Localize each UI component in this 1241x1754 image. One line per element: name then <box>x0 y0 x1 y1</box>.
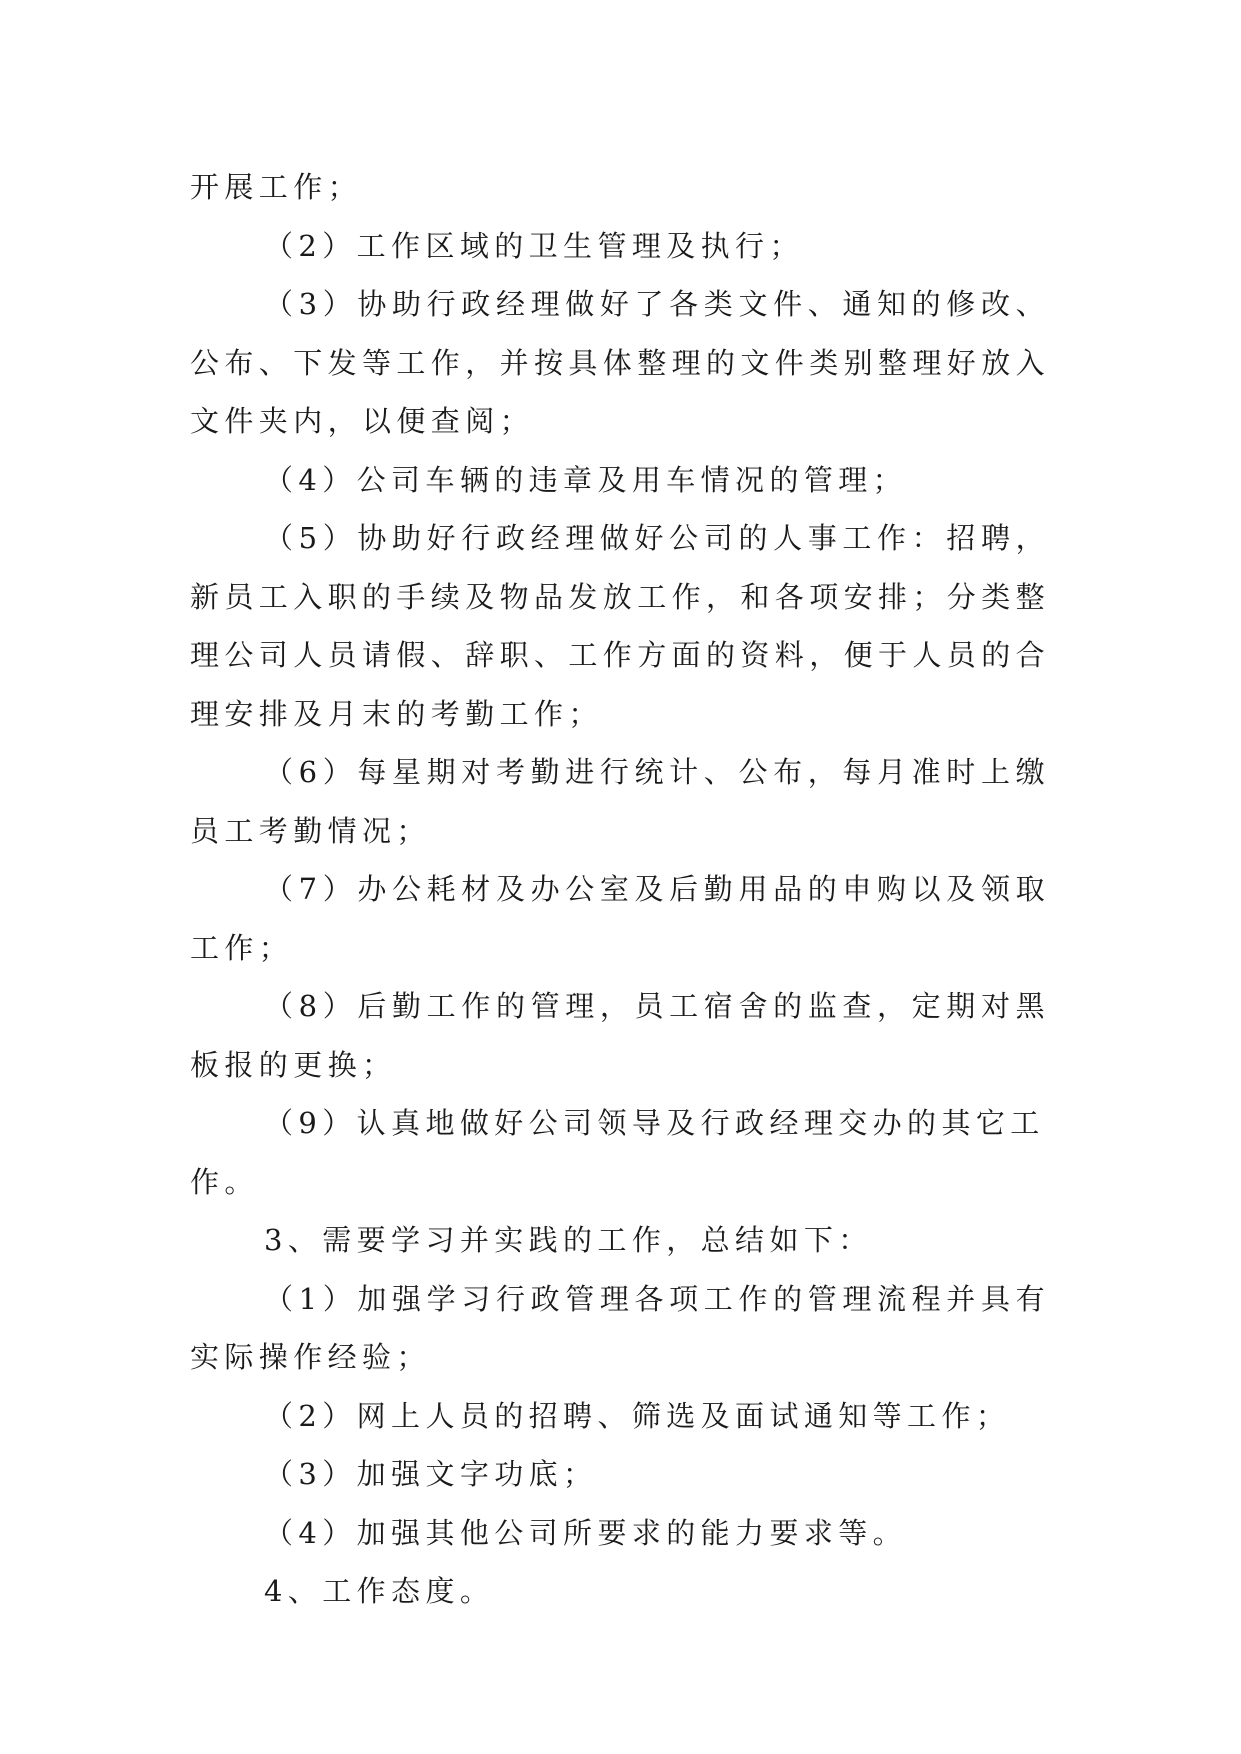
section-heading-4: 4、工作态度。 <box>264 1574 495 1608</box>
paragraph-item-7: （7）办公耗材及办公室及后勤用品的申购以及领取工作； <box>190 872 1050 965</box>
paragraph-item-8: （8）后勤工作的管理，员工宿舍的监查，定期对黑板报的更换； <box>190 989 1050 1082</box>
paragraph-learn-item-2: （2）网上人员的招聘、筛选及面试通知等工作； <box>264 1398 1011 1433</box>
paragraph-learn-item-3: （3）加强文字功底； <box>264 1457 598 1491</box>
paragraph-item-4: （4）公司车辆的违章及用车情况的管理； <box>264 462 908 497</box>
paragraph-item-5: （5）协助好行政经理做好公司的人事工作：招聘，新员工入职的手续及物品发放工作，和各项安排；分类整理公司人员请假、辞职、工作方面的资料，便于人员的合理安排及月末的考勤工作； <box>190 521 1051 731</box>
paragraph-learn-item-1: （1）加强学习行政管理各项工作的管理流程并具有实际操作经验； <box>190 1281 1050 1374</box>
paragraph-learn-item-4: （4）加强其他公司所要求的能力要求等。 <box>264 1515 908 1550</box>
paragraph-item-6: （6）每星期对考勤进行统计、公布，每月准时上缴员工考勤情况； <box>190 755 1050 848</box>
document-body <box>190 158 1050 1621</box>
paragraph-continuation: 开展工作； <box>190 170 363 204</box>
section-heading-3: 3、需要学习并实践的工作，总结如下： <box>264 1223 873 1257</box>
paragraph-item-2: （2）工作区域的卫生管理及执行； <box>264 228 804 263</box>
paragraph-item-9: （9）认真地做好公司领导及行政经理交办的其它工作。 <box>190 1106 1045 1199</box>
paragraph-item-3: （3）协助行政经理做好了各类文件、通知的修改、公布、下发等工作，并按具体整理的文件类别整理好放入文件夹内，以便查阅； <box>190 287 1051 438</box>
